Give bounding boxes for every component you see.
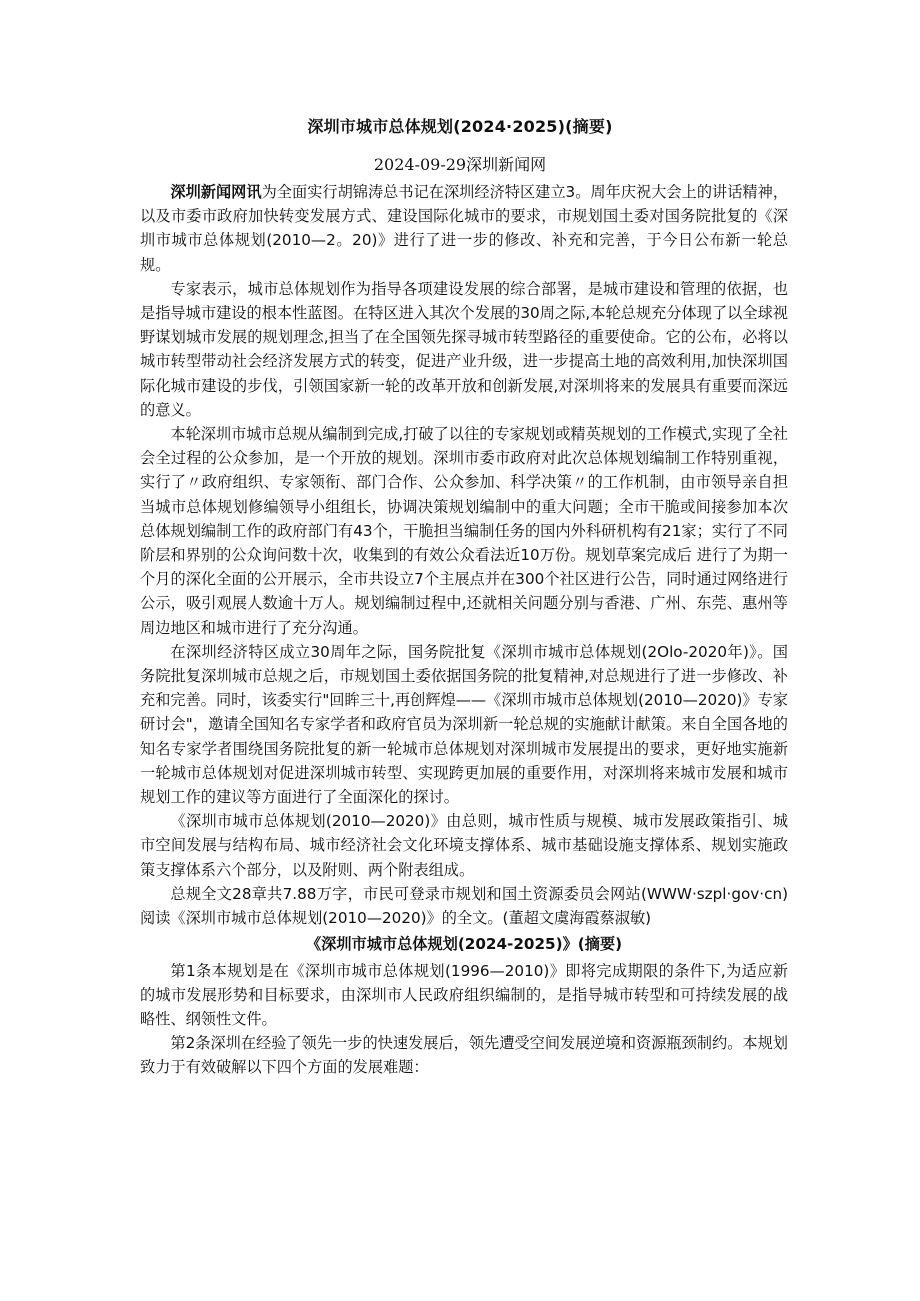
- paragraph-2: 专家表示，城市总体规划作为指导各项建设发展的综合部署，是城市建设和管理的依据，也是指导城市建设的根本性蓝图。在特区进入其次个发展的30周之际,本轮总规充分体现了以全球视野谋划城市发展的规划理念,担当了在全国领先探寻城市转型路径的重要使命。它的公布，必将以城市转型带动社会经济发展方式的转变，促进产业升级，进一步提高土地的高效利用,加快深圳国际化城市建设的步伐，引领国家新一轮的改革开放和创新发展,对深圳将来的发展具有重要而深远的意义。: [140, 279, 788, 419]
- paragraph-7: 第1条本规划是在《深圳市城市总体规划(1996—2010)》即将完成期限的条件下,为适应新的城市发展形势和目标要求，由深圳市人民政府组织编制的，是指导城市转型和可持续发展的战略性、纲领性文件。: [140, 961, 788, 1028]
- paragraph-3: 本轮深圳市城市总规从编制到完成,打破了以往的专家规划或精英规划的工作模式,实现了全社会全过程的公众参加，是一个开放的规划。深圳市委市政府对此次总体规划编制工作特别重视，实行了〃政府组织、专家领衔、部门合作、公众参加、科学决策〃的工作机制，由市领导亲自担当城市总体规划修编领导小组组长，协调决策规划编制中的重大问题；全市干脆或间接参加本次总体规划编制工作的政府部门有43个，干脆担当编制任务的国内外科研机构有21家；实行了不同阶层和界别的公众询问数十次，收集到的有效公众看法近10万份。规划草案完成后 进行了为期一个月的深化全面的公开展示，全市共设立7个主展点并在300个社区进行公告，同时通过网络进行公示，吸引观展人数逾十万人。规划编制过程中,还就相关问题分别与香港、广州、东莞、惠州等周边地区和城市进行了充分沟通。: [140, 425, 788, 637]
- paragraph-5: 《深圳市城市总体规划(2010—2020)》由总则，城市性质与规模、城市发展政策指引、城市空间发展与结构布局、城市经济社会文化环境支撑体系、城市基础设施支撑体系、规划实施政策支撑体系六个部分，以及附则、两个附表组成。: [140, 812, 788, 879]
- paragraph-4: 在深圳经济特区成立30周年之际，国务院批复《深圳市城市总体规划(2Olo-2020年)》。国务院批复深圳城市总规之后，市规划国土委依据国务院的批复精神,对总规进行了进一步修改、补充和完善。同时，该委实行"回眸三十,再创辉煌——《深圳市城市总体规划(2010—2020)》专家研讨会"，邀请全国知名专家学者和政府官员为深圳新一轮总规的实施献计献策。来自全国各地的知名专家学者围绕国务院批复的新一轮城市总体规划对深圳城市发展提出的要求，更好地实施新一轮城市总体规划对促进深圳城市转型、实现跨更加展的重要作用，对深圳将来城市发展和城市规划工作的建议等方面进行了全面深化的探讨。: [140, 642, 788, 807]
- dateline: 2024-09-29深圳新闻网: [373, 155, 547, 174]
- document-title: 深圳市城市总体规划(2024·2025)(摘要): [307, 117, 613, 136]
- lead-source: 深圳新闻网讯: [170, 183, 262, 201]
- paragraph-6: 总规全文28章共7.88万字，市民可登录市规划和国土资源委员会网站(WWW·szpl·gov·cn)阅读《深圳市城市总体规划(2010—2020)》的全文。(董超文虞海霞蔡淑敏): [140, 884, 788, 928]
- paragraph-8: 第2条深圳在经验了领先一步的快速发展后，领先遭受空间发展逆境和资源瓶颈制约。本规划致力于有效破解以下四个方面的发展难题：: [140, 1034, 788, 1077]
- article-body: [140, 180, 788, 1080]
- paragraph-1-text: 为全面实行胡锦涛总书记在深圳经济特区建立3。周年庆祝大会上的讲话精神，以及市委市政府加快转变发展方式、建设国际化城市的要求，市规划国土委对国务院批复的《深圳市城市总体规划(2010—2。20)》进行了进一步的修改、补充和完善，于今日公布新一轮总规。: [140, 183, 789, 274]
- section-subtitle: 《深圳市城市总体规划(2024-2025)》(摘要): [305, 935, 623, 954]
- paragraph-1: [140, 180, 788, 277]
